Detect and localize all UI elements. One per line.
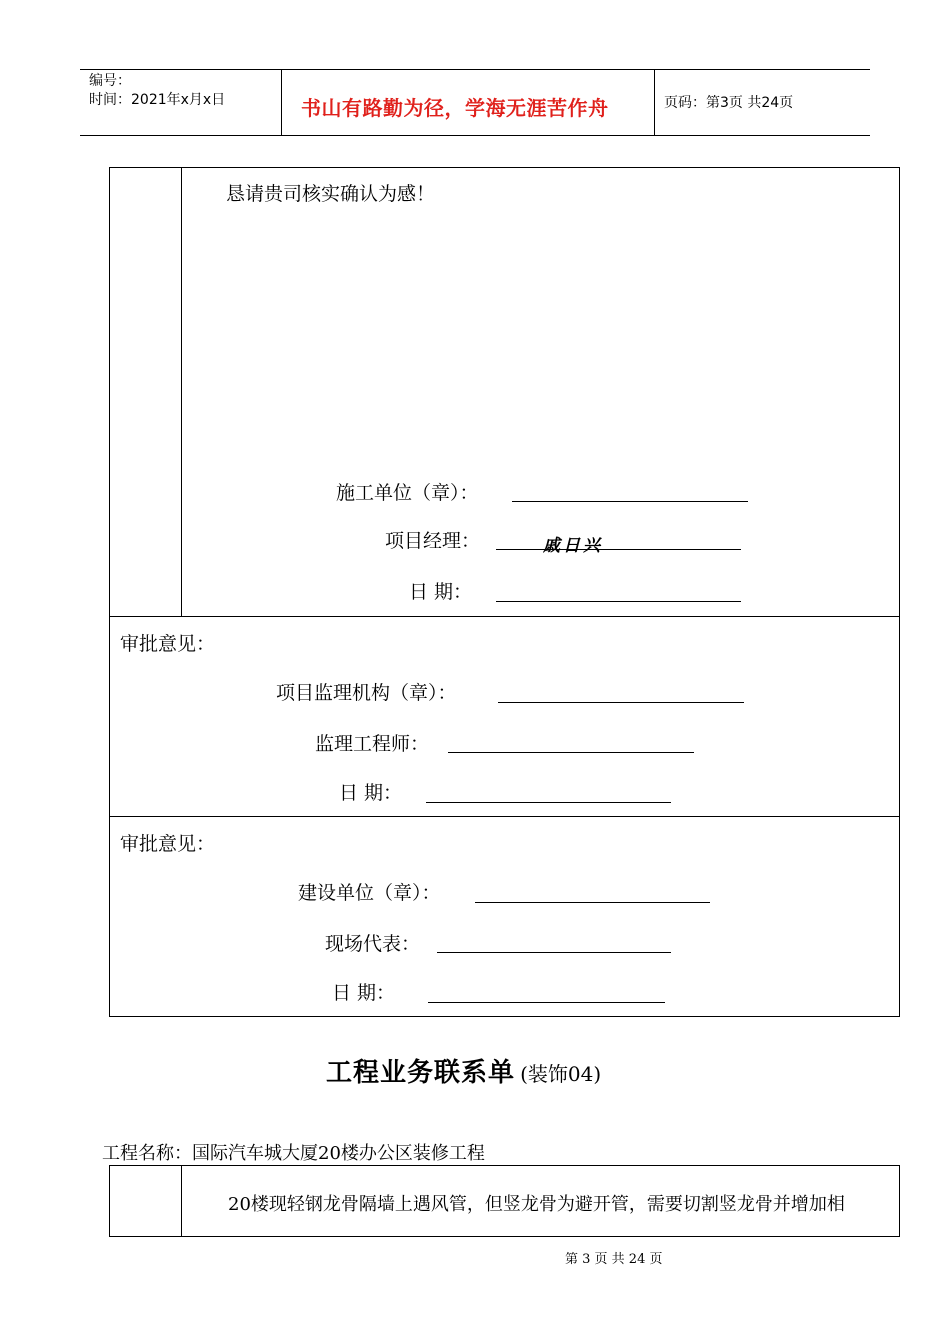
site-rep-label: 现场代表：: [325, 933, 421, 955]
owner-date-field[interactable]: [428, 1002, 665, 1003]
site-rep-signature-field[interactable]: [437, 952, 671, 953]
owner-seal-field[interactable]: [475, 902, 710, 903]
contractor-section-divider: [181, 167, 182, 617]
next-form-content: 20楼现轻钢龙骨隔墙上遇风管，但竖龙骨为避开管，需要切割竖龙骨并增加相: [228, 1194, 845, 1215]
manager-signature-field[interactable]: [496, 549, 741, 550]
owner-section: [109, 816, 900, 1017]
project-name: 工程名称：国际汽车城大厦20楼办公区装修工程: [102, 1143, 485, 1164]
next-form-subtitle: (装饰04): [520, 1062, 602, 1086]
supervision-seal-field[interactable]: [498, 702, 744, 703]
request-text: 恳请贵司核实确认为感！: [226, 183, 436, 205]
owner-label: 建设单位（章）：: [298, 882, 441, 904]
header-divider-right: [654, 69, 655, 136]
manager-signature: 戚日兴: [543, 536, 603, 556]
contractor-date-label: 日 期：: [409, 581, 473, 603]
engineer-signature-field[interactable]: [448, 752, 694, 753]
owner-date-label: 日 期：: [332, 982, 396, 1004]
header-motto: 书山有路勤为径，学海无涯苦作舟: [301, 96, 609, 120]
footer-page-number: 第 3 页 共 24 页: [565, 1252, 663, 1267]
header-top-rule: [80, 69, 870, 70]
contractor-seal-field[interactable]: [512, 501, 748, 502]
supervision-label: 项目监理机构（章）：: [276, 682, 457, 704]
supervision-date-field[interactable]: [426, 802, 671, 803]
supervision-opinion-label: 审批意见：: [120, 633, 216, 655]
header-bottom-rule: [80, 135, 870, 136]
next-form-heading: [326, 1052, 601, 1089]
supervision-date-label: 日 期：: [339, 782, 403, 804]
contractor-date-field[interactable]: [496, 601, 741, 602]
next-form-title: 工程业务联系单: [326, 1058, 516, 1088]
header-divider-left: [281, 69, 282, 136]
manager-label: 项目经理：: [385, 530, 481, 552]
header-time: 时间：2021年x月x日: [89, 92, 226, 108]
next-form-content-divider: [181, 1165, 182, 1237]
engineer-label: 监理工程师：: [315, 733, 430, 755]
header-page-number: 页码：第3页 共24页: [664, 95, 794, 111]
header-number: 编号：: [89, 73, 131, 89]
owner-opinion-label: 审批意见：: [120, 833, 216, 855]
supervision-section: [109, 616, 900, 817]
contractor-label: 施工单位（章）：: [336, 482, 479, 504]
